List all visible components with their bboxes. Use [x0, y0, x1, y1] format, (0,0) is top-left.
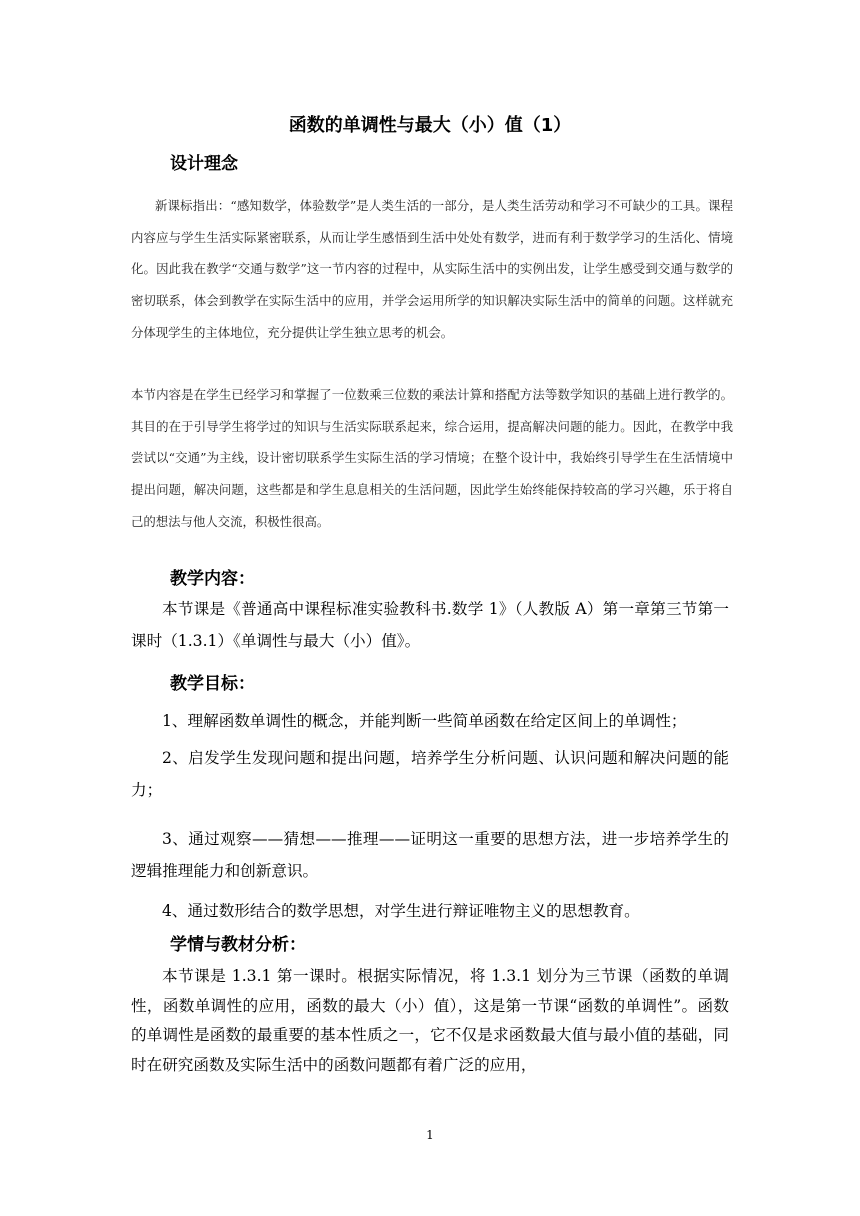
- goal-item-1: 1、理解函数单调性的概念，并能判断一些简单函数在给定区间上的单调性；: [162, 712, 687, 730]
- analysis-paragraph: 本节课是 1.3.1 第一课时。根据实际情况，将 1.3.1 划分为三节课（函数的单调性，函数单调性的应用，函数的最大（小）值），这是第一节课“函数的单调性”。函数的单调性是函数的最重要的基本性质之一，它不仅是求函数最大值与最小值的基础，同时在研究函数及实际生活中的函数问题都有着广泛的应用，: [131, 967, 729, 1074]
- page-number: 1: [426, 1128, 434, 1142]
- goal-item-2: 2、启发学生发现问题和提出问题，培养学生分析问题、认识问题和解决问题的能力；: [131, 749, 729, 799]
- design-paragraph-1: 新课标指出：“感知数学，体验数学”是人类生活的一部分，是人类生活劳动和学习不可缺少的工具。课程内容应与学生生活实际紧密联系，从而让学生感悟到生活中处处有数学，进而有利于数学学习的生活化、情境化。因此我在教学“交通与数学”这一节内容的过程中，从实际生活中的实例出发，让学生感受到交通与数学的密切联系，体会到教学在实际生活中的应用，并学会运用所学的知识解决实际生活中的简单的问题。这样就充分体现学生的主体地位，充分提供让学生独立思考的机会。: [131, 198, 733, 340]
- goal-item-3: 3、通过观察——猜想——推理——证明这一重要的思想方法，进一步培养学生的逻辑推理能力和创新意识。: [131, 830, 729, 880]
- content-paragraph: 本节课是《普通高中课程标准实验教科书.数学 1》（人教版 A）第一章第三节第一课时（1.3.1）《单调性与最大（小）值》。: [131, 600, 729, 650]
- heading-analysis: 学情与教材分析：: [170, 935, 306, 955]
- goal-item-4: 4、通过数形结合的数学思想，对学生进行辩证唯物主义的思想教育。: [162, 902, 640, 920]
- design-paragraph-2: 本节内容是在学生已经学习和掌握了一位数乘三位数的乘法计算和搭配方法等数学知识的基础上进行教学的。其目的在于引导学生将学过的知识与生活实际联系起来，综合运用，提高解决问题的能力。因此，在教学中我尝试以“交通”为主线，设计密切联系学生实际生活的学习情境；在整个设计中，我始终引导学生在生活情境中提出问题，解决问题，这些都是和学生息息相关的生活问题，因此学生始终能保持较高的学习兴趣，乐于将自己的想法与他人交流，积极性很高。: [131, 387, 733, 529]
- document-title: 函数的单调性与最大（小）值（1）: [288, 115, 572, 136]
- heading-design-concept: 设计理念: [170, 154, 238, 174]
- heading-teaching-content: 教学内容：: [170, 569, 255, 589]
- heading-teaching-goals: 教学目标：: [170, 674, 255, 694]
